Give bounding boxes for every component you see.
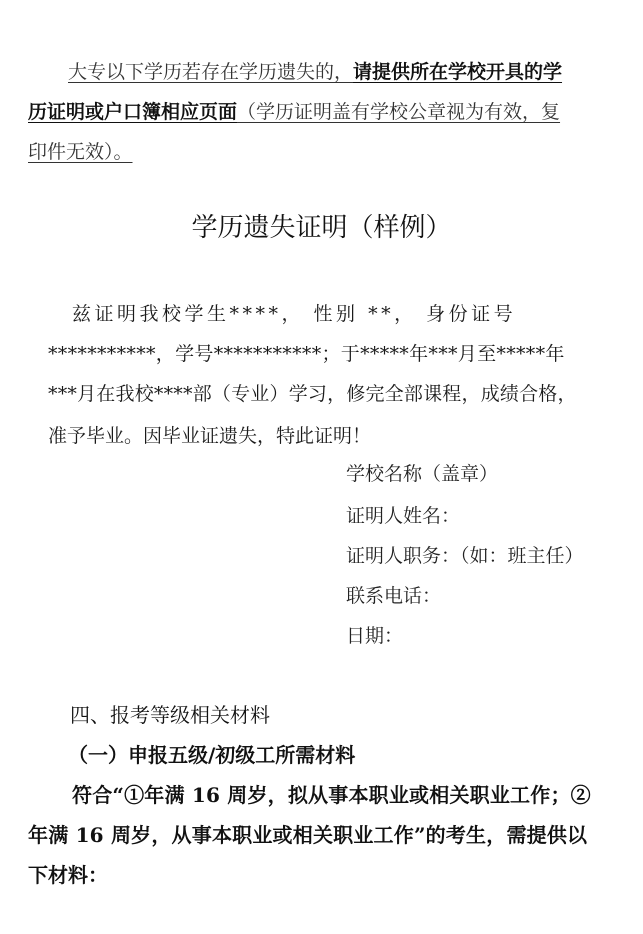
cert-body-line-3: ***月在我校****部（专业）学习，修完全部课程，成绩合格， [48,383,577,405]
cert-body-line-2: ***********，学号***********；于*****年***月至*****年 [48,343,565,365]
sig-date: 日期： [346,625,404,647]
section-para-line-2: 年满 16 周岁，从事本职业或相关职业工作”的考生，需提供以 [28,823,588,847]
intro-line-1-bold: 请提供所在学校开具的学 [353,61,563,83]
section-heading: 四、报考等级相关材料 [70,703,270,727]
cert-body-line-4: 准予毕业。因毕业证遗失，特此证明！ [48,425,372,447]
intro-line-2-normal: （学历证明盖有学校公章视为有效，复 [237,101,561,123]
cert-body-line-1: 兹证明我校学生****， 性别 **， 身份证号 [72,303,517,325]
section-para-line-1: 符合“①年满 16 周岁，拟从事本职业或相关职业工作；② [72,783,591,807]
section-subheading: （一）申报五级/初级工所需材料 [68,743,356,767]
intro-line-2-bold: 历证明或户口簿相应页面 [28,101,238,123]
intro-line-2 [28,98,560,126]
sig-position: 证明人职务：（如：班主任） [346,545,584,567]
intro-line-3 [28,138,133,166]
sig-school: 学校名称（盖章） [346,463,499,485]
section-para-line-3: 下材料： [28,863,108,887]
intro-line-3-normal: 印件无效）。 [28,141,133,163]
intro-line-1 [68,58,562,86]
intro-line-1-normal: 大专以下学历若存在学历遗失的， [68,61,354,83]
sig-phone: 联系电话： [346,585,442,607]
certificate-title: 学历遗失证明（样例） [191,213,452,243]
sig-name: 证明人姓名： [346,505,461,527]
